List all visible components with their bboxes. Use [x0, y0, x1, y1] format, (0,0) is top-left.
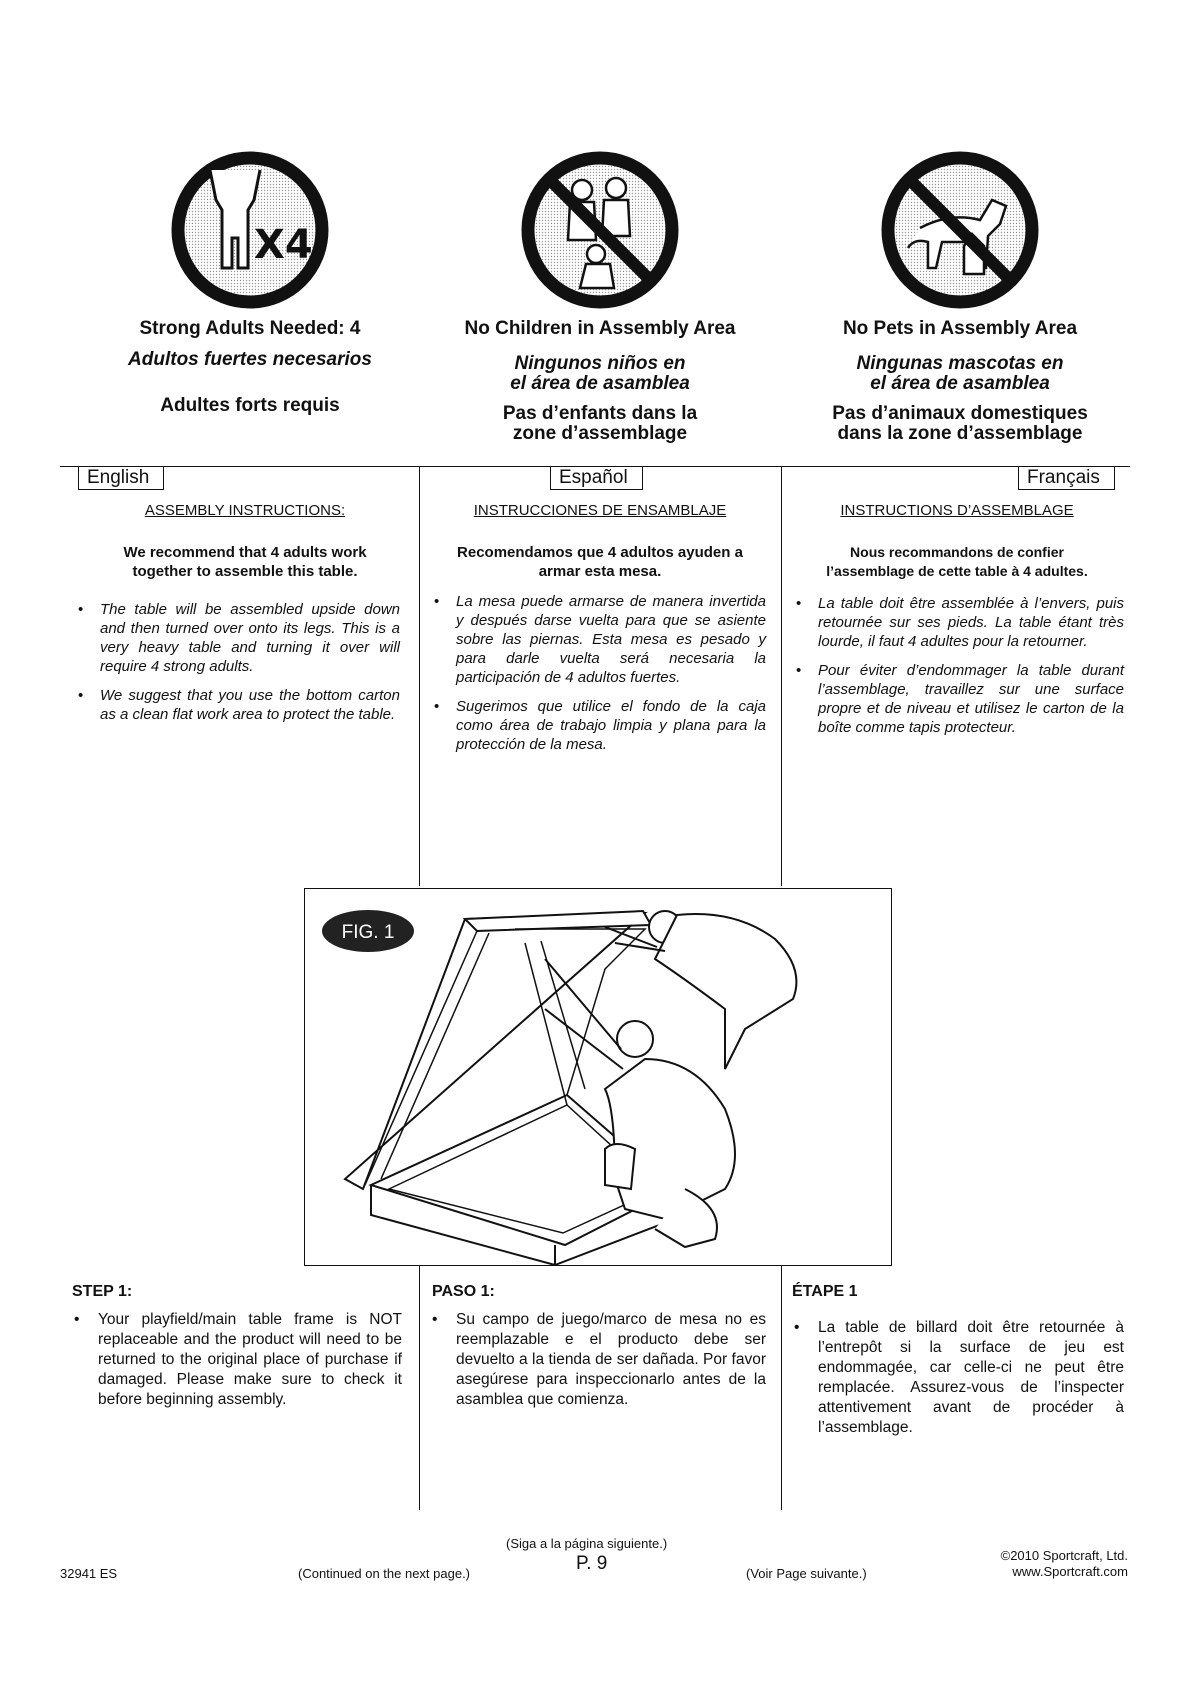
table-assembly-illustration	[305, 889, 891, 1265]
four-adults-icon	[170, 150, 330, 310]
tab-francais: Français	[1018, 466, 1115, 490]
warning-no-children	[430, 150, 770, 444]
warning-en: No Pets in Assembly Area	[842, 318, 1078, 339]
no-children-icon	[520, 150, 680, 310]
list-item: • Su campo de juego/marco de mesa no es reemplazable e el producto debe ser devuelto a la tienda de ser dañada. Por favor asegúrese para inspeccionarlo antes de la asamblea que comienza.	[432, 1310, 766, 1410]
lead-es	[430, 543, 770, 581]
step-title-en: STEP 1:	[72, 1283, 133, 1300]
list-item: • Pour éviter d’endommager la table durant l’assemblage, travaillez sur une surface propre et de niveau et utilisez le carton de la boîte comme tapis protecteur.	[796, 661, 1124, 737]
bullet-list-en	[78, 600, 400, 734]
warning-fr-line1: Pas d’enfants dans la	[502, 403, 698, 424]
warning-es-line2: el área de asamblea	[870, 373, 1050, 394]
lead-line: armar esta mesa.	[538, 563, 662, 580]
column-divider-right-top	[781, 466, 782, 886]
tab-english: English	[78, 466, 164, 490]
lead-fr	[792, 543, 1122, 581]
column-divider-left-bottom	[419, 1266, 420, 1510]
column-divider-right-bottom	[781, 1266, 782, 1510]
column-divider-left-top	[419, 466, 420, 886]
lead-line: Nous recommandons de confier	[850, 544, 1064, 560]
warning-es-line1: Ningunas mascotas en	[856, 353, 1064, 374]
lead-line: Recomendamos que 4 adultos ayuden a	[457, 544, 743, 561]
page-number: P. 9	[576, 1553, 608, 1574]
doc-code: 32941 ES	[60, 1566, 118, 1581]
warning-strong-adults	[80, 150, 420, 416]
figure-1	[304, 888, 892, 1266]
step-title-fr: ÉTAPE 1	[792, 1283, 858, 1300]
list-item: • We suggest that you use the bottom carton as a clean flat work area to protect the table.	[78, 686, 400, 724]
warning-es-line2: el área de asamblea	[510, 373, 690, 394]
list-item: • La table de billard doit être retournée à l’entrepôt si la surface de jeu est endommagée, car celle-ci ne peut être remplacée. Assurez-vous de l’inspecter attentivement avant de procéder à l’assemblage.	[794, 1318, 1124, 1438]
warning-en: No Children in Assembly Area	[464, 318, 736, 339]
warning-en: Strong Adults Needed: 4	[139, 318, 361, 339]
continued-es: (Siga a la página siguiente.)	[506, 1536, 668, 1551]
step-title-es: PASO 1:	[432, 1283, 495, 1300]
continued-fr: (Voir Page suivante.)	[746, 1566, 867, 1581]
tab-espanol: Español	[550, 466, 643, 490]
list-item: • Your playfield/main table frame is NOT replaceable and the product will need to be returned to the original place of purchase if damaged. Please make sure to check it before beginning assembly.	[74, 1310, 402, 1410]
section-title-fr: INSTRUCTIONS D’ASSEMBLAGE	[840, 502, 1074, 519]
lead-line: together to assemble this table.	[132, 563, 358, 580]
step-list-es	[432, 1310, 766, 1410]
figure-label: FIG. 1	[341, 922, 395, 943]
warning-no-pets	[790, 150, 1130, 444]
section-title-en: ASSEMBLY INSTRUCTIONS:	[144, 502, 346, 519]
warning-es-line1: Ningunos niños en	[514, 353, 686, 374]
warning-es: Adultos fuertes necesarios	[128, 349, 372, 370]
warning-fr-line2: zone d’assemblage	[512, 423, 688, 444]
lead-en	[80, 543, 410, 581]
copyright: ©2010 Sportcraft, Ltd.	[1000, 1548, 1128, 1563]
warning-fr-line1: Pas d’animaux domestiques	[832, 403, 1088, 424]
lead-line: We recommend that 4 adults work	[123, 544, 367, 561]
no-pets-icon	[880, 150, 1040, 310]
bullet-list-fr	[796, 594, 1124, 747]
x4-badge: X4	[254, 222, 313, 268]
warning-fr-line2: dans la zone d’assemblage	[837, 423, 1083, 444]
step-list-fr	[794, 1318, 1124, 1438]
step-list-en	[74, 1310, 402, 1410]
list-item: • Sugerimos que utilice el fondo de la caja como área de trabajo limpia y plana para la protección de la mesa.	[434, 697, 766, 754]
list-item: • The table will be assembled upside down and then turned over onto its legs. This is a very heavy table and turning it over will require 4 strong adults.	[78, 600, 400, 676]
continued-en: (Continued on the next page.)	[298, 1566, 471, 1581]
lead-line: l’assemblage de cette table à 4 adultes.	[826, 563, 1088, 579]
list-item: • La table doit être assemblée à l’envers, puis retournée sur ses pieds. La table étant très lourde, il faut 4 adultes pour la retourner.	[796, 594, 1124, 651]
section-title-es: INSTRUCCIONES DE ENSAMBLAJE	[473, 502, 727, 519]
website: www.Sportcraft.com	[1012, 1564, 1128, 1579]
bullet-list-es	[434, 592, 766, 764]
warning-fr: Adultes forts requis	[160, 395, 340, 416]
list-item: • La mesa puede armarse de manera invertida y después darse vuelta para que se asiente sobre las piernas. Esta mesa es pesado y para darle vuelta será necesaria la participación de 4 adultos fuertes.	[434, 592, 766, 687]
